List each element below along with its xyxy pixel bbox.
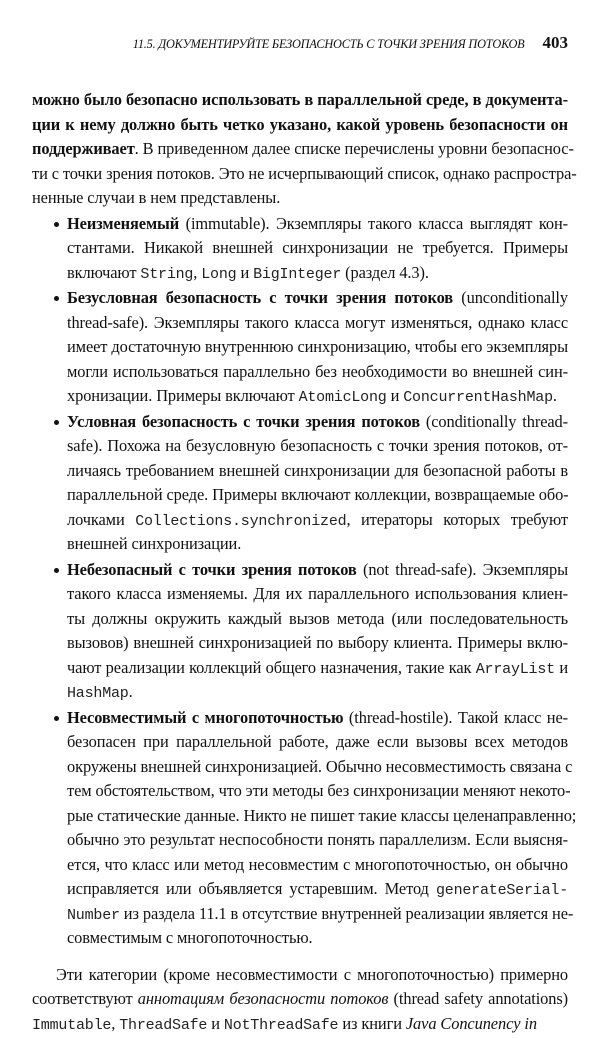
text-line [67,508,568,533]
text-line [67,236,568,261]
text-segment: из раздела 11.1 в отсутствие внутренней реализации является не- [119,903,574,923]
text-line [67,828,568,853]
text-line [67,607,568,632]
intro-paragraph [32,88,577,211]
text-line [67,212,568,237]
text-line [32,1012,568,1037]
text-segment: . [128,682,133,701]
text-line [67,730,568,755]
bold-term: поддерживает [32,139,135,158]
text-line [67,804,577,829]
bold-term: Условная безопасность с точки зрения потоков [67,411,420,431]
text-segment: внешней синхронизации. [67,534,242,553]
text-line [67,311,568,336]
text-segment: хронизации. Примеры включают [67,386,299,405]
text-segment: исправляется или объявляется устаревшим. Метод [67,879,436,898]
text-line [67,926,568,951]
code-identifier: Collections.synchronized [135,512,347,530]
italic-text: аннотациям безопасности потоков [137,989,389,1008]
code-identifier: ThreadSafe [119,1016,208,1034]
text-segment: могли использоваться параллельно без необходимости во внешней син- [67,361,568,381]
bullet-icon [54,420,59,425]
closing-paragraph [32,963,568,1037]
text-line [67,384,568,409]
text-segment: лочками [67,509,136,529]
text-segment: окружены внешней синхронизацией. Обычно несовместимость связана с [67,756,573,776]
text-segment: safe). Похожа на безусловную безопасность с точки зрения потоков, от- [67,436,568,455]
bold-term: Безусловная безопасность с точки зрения потоков [67,288,454,307]
text-line [67,853,568,878]
text-line [67,755,573,780]
list-item [32,410,568,557]
text-segment: Эти категории (кроме несовместимости с многопоточностью) примерно [56,964,568,984]
text-segment: ты должны окружить каждый вызов метода (или последовательность [67,608,568,628]
code-identifier: ConcurrentHashMap [403,389,553,406]
text-line [67,459,568,484]
code-identifier: NotThreadSafe [223,1016,339,1034]
text-segment: ется, что класс или метод несовместим с многопоточностью, он обычно [67,854,568,874]
text-segment: совместимым с многопоточностью. [67,928,313,947]
text-line [67,779,571,804]
text-line [67,631,568,656]
text-segment: , [193,262,202,282]
italic-text: Java Concunency in [405,1013,537,1033]
text-segment: вызовов) внешней синхронизацией по выбору клиента. Примеры вклю- [67,633,568,652]
code-identifier: BigInteger [253,265,342,283]
text-segment: (thread safety annotations) [388,989,568,1008]
text-segment: (unconditionally [453,288,568,307]
code-identifier: ArrayList [475,660,555,678]
code-identifier: AtomicLong [298,389,387,406]
list-item [32,558,568,705]
text-segment: и [386,386,404,405]
running-header [0,33,568,53]
list-item [32,286,568,409]
text-segment: и [207,1013,224,1033]
bullet-icon [54,716,59,721]
text-segment: (not thread-safe). Экземпляры [356,559,568,579]
text-line [32,137,574,162]
text-segment: , [111,1013,120,1033]
text-segment: рые статические данные. Никто не пишет такие классы целенаправленно; [67,805,577,825]
text-line [67,902,574,927]
text-segment: соответствуют [32,989,138,1008]
page-number: 403 [542,33,568,52]
text-line [67,656,568,681]
text-segment: (раздел 4.3). [341,262,429,282]
text-line [67,360,568,385]
text-segment: и [554,657,569,677]
text-segment: чают реализации коллекций общего назначения, такие как [67,657,476,677]
code-identifier: generateSerial- [435,882,568,899]
text-segment: из книги [338,1013,406,1033]
bold-term: можно было безопасно использовать в параллельной среде, в документа- [32,90,568,109]
running-title: 11.5. ДОКУМЕНТИРУЙТЕ БЕЗОПАСНОСТЬ С ТОЧКИ ЗРЕНИЯ ПОТОКОВ [132,37,525,51]
text-line [67,434,568,459]
text-segment: (thread-hostile). Такой класс не- [343,707,568,727]
text-segment: ти с точки зрения потоков. Это не исчерпывающий список, однако распростра- [32,163,577,183]
text-line [32,963,568,988]
bold-term: Неизменяемый [67,213,180,233]
text-line [67,483,568,508]
text-line [67,877,568,902]
code-identifier: Long [201,265,237,283]
bullet-icon [54,296,59,301]
code-identifier: Immutable [32,1016,112,1034]
text-segment: . В приведенном далее списке перечислены уровни безопаснос- [134,139,574,158]
list-item [32,212,568,286]
text-segment: и [236,262,254,282]
text-line [67,335,568,360]
text-segment: thread-safe). Экземпляры такого класса могут изменяться, однако класс [67,312,568,332]
text-segment: обычно это результат неспособности понять параллелизм. Если выясня- [67,830,568,849]
code-identifier: HashMap [67,685,129,702]
text-line [32,987,568,1012]
text-segment: . [552,386,557,405]
page-body [32,88,577,1036]
thread-safety-levels-list [32,212,577,951]
text-line [67,532,568,557]
bullet-icon [54,222,59,227]
text-segment: стантами. Никакой внешней синхронизации не требуется. Примеры [67,238,568,257]
text-line [67,261,568,286]
text-line [32,162,577,187]
list-item [32,706,577,951]
text-line [67,680,568,705]
text-line [67,286,568,311]
text-line [67,706,568,731]
text-segment: безопасен при параллельной работе, даже если вызовы всех методов [67,732,568,751]
text-line [67,410,568,435]
code-identifier: Number [67,906,120,924]
text-segment: , итераторы которых требуют [346,509,568,529]
bold-term: Несовместимый с многопоточностью [67,707,344,727]
text-line [32,186,568,211]
bold-term: Небезопасный с точки зрения потоков [67,559,357,579]
text-segment: параллельной среде. Примеры включают коллекции, возвращаемые обо- [67,485,569,504]
text-segment: (immutable). Экземпляры такого класса выглядят кон- [179,213,568,233]
text-line [67,558,568,583]
text-segment: ненные случаи в нем представлены. [32,188,281,207]
text-line [32,113,568,138]
text-segment: тем обстоятельством, что эти методы без синхронизации меняют некото- [67,781,571,800]
text-line [32,88,568,113]
text-segment: личаясь требованием внешней синхронизации для безопасной работы в [67,460,568,480]
text-segment: (conditionally thread- [419,411,569,431]
code-identifier: String [140,265,194,283]
text-segment: имеет достаточную внутреннюю синхронизацию, чтобы его экземпляры [67,337,568,356]
text-segment: такого класса изменяемы. Для их параллельного использования клиен- [67,584,568,603]
text-line [67,582,568,607]
bold-term: ции к нему должно быть четко указано, какой уровень безопасности он [32,114,568,134]
text-segment: включают [67,262,141,282]
bullet-icon [54,568,59,573]
